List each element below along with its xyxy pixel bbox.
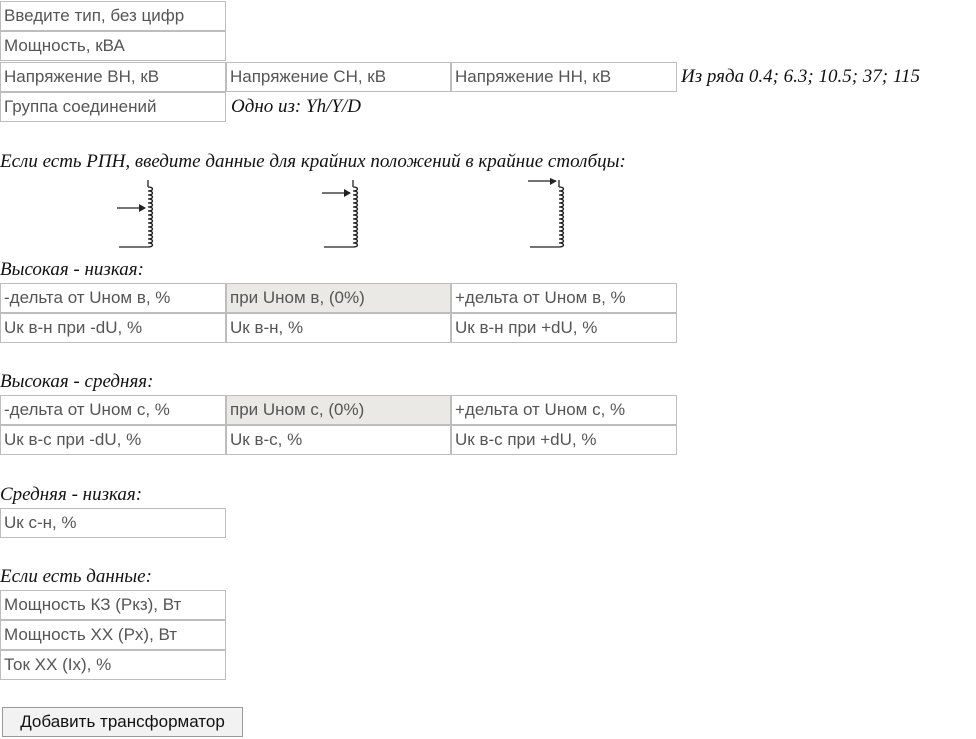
section-title-high-low: Высокая - низкая: [0, 259, 144, 280]
hl-delta-plus-input[interactable] [451, 283, 677, 313]
no-load-current-input[interactable] [0, 650, 226, 680]
connection-group-input[interactable] [0, 92, 226, 122]
short-circuit-power-input[interactable] [0, 590, 226, 620]
voltage-series-note: Из ряда 0.4; 6.3; 10.5; 37; 115 [681, 66, 920, 87]
hm-uk-input[interactable] [226, 425, 451, 455]
no-load-power-input[interactable] [0, 620, 226, 650]
group-hint-note: Одно из: Yh/Y/D [231, 96, 361, 117]
section-title-extra: Если есть данные: [0, 566, 152, 587]
hl-uk-input[interactable] [226, 313, 451, 343]
hl-uk-minus-input[interactable] [0, 313, 226, 343]
hm-delta-minus-input[interactable] [0, 395, 226, 425]
hl-nominal-input[interactable] [226, 283, 451, 313]
ml-uk-input[interactable] [0, 508, 226, 538]
power-input[interactable] [0, 31, 226, 61]
hm-uk-plus-input[interactable] [451, 425, 677, 455]
voltage-hv-input[interactable] [0, 62, 226, 92]
coil-arrow-middle-icon [115, 180, 160, 252]
type-input[interactable] [0, 1, 226, 31]
hl-delta-minus-input[interactable] [0, 283, 226, 313]
hm-nominal-input[interactable] [226, 395, 451, 425]
coil-arrow-above-icon [526, 178, 571, 252]
hm-delta-plus-input[interactable] [451, 395, 677, 425]
section-title-high-medium: Высокая - средняя: [0, 371, 154, 392]
rpn-note: Если есть РПН, введите данные для крайних положений в крайние столбцы: [0, 151, 626, 172]
add-transformer-button[interactable]: Добавить трансформатор [2, 707, 243, 737]
voltage-lv-input[interactable] [451, 62, 677, 92]
hl-uk-plus-input[interactable] [451, 313, 677, 343]
hm-uk-minus-input[interactable] [0, 425, 226, 455]
voltage-mv-input[interactable] [226, 62, 451, 92]
section-title-medium-low: Средняя - низкая: [0, 484, 143, 505]
coil-arrow-top-icon [320, 180, 365, 252]
